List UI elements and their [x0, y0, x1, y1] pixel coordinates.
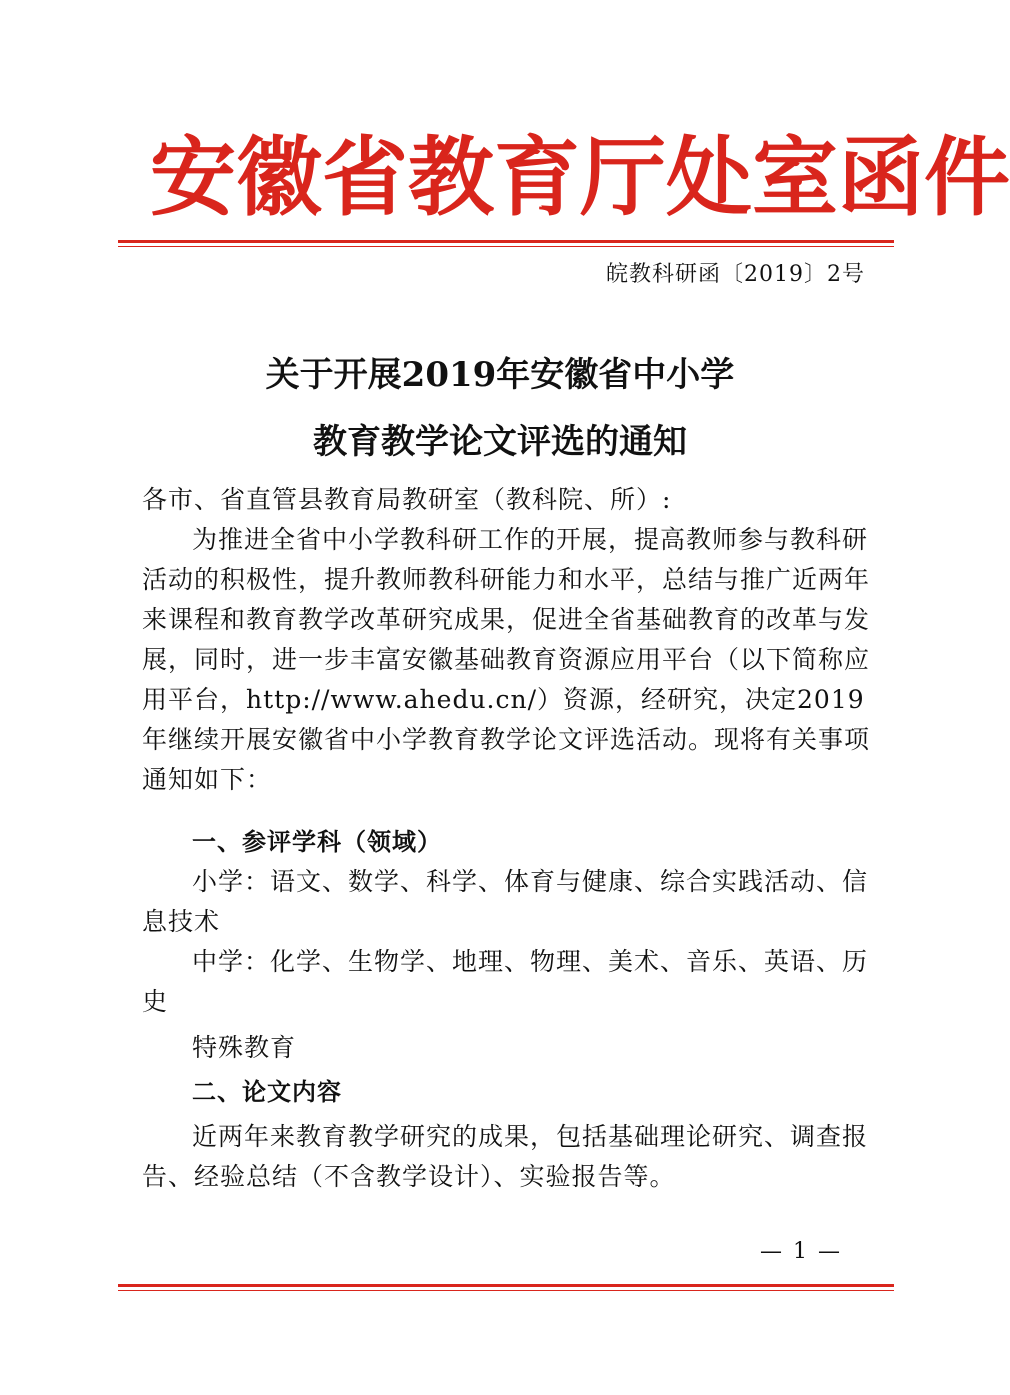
- page-number: — 1 —: [760, 1239, 842, 1264]
- content-paragraph: 近两年来教育教学研究的成果，包括基础理论研究、调查报告、经验总结（不含教学设计）、实验报告等。: [142, 1122, 869, 1191]
- special-education: 特殊教育: [192, 1033, 297, 1062]
- masthead-char: 徽: [236, 128, 322, 228]
- masthead-char: 育: [494, 128, 580, 228]
- masthead-char: 厅: [580, 128, 666, 228]
- notice-title-line-1: 关于开展2019年安徽省中小学: [265, 355, 735, 395]
- salutation: 各市、省直管县教育局教研室（教科院、所）:: [142, 485, 672, 514]
- masthead-char: 教: [408, 128, 494, 228]
- masthead-title: [150, 128, 1010, 228]
- masthead-char: 安: [150, 128, 236, 228]
- primary-school-subjects: 小学：语文、数学、科学、体育与健康、综合实践活动、信息技术: [142, 867, 869, 936]
- section-2-heading: 二、论文内容: [192, 1078, 342, 1106]
- masthead-char: 室: [752, 128, 838, 228]
- document-number: 皖教科研函〔2019〕2号: [606, 262, 865, 287]
- header-red-rule: [118, 240, 894, 247]
- masthead-char: 件: [924, 128, 1010, 228]
- notice-title-line-2: 教育教学论文评选的通知: [313, 422, 687, 462]
- masthead-char: 函: [838, 128, 924, 228]
- middle-school-subjects: 中学：化学、生物学、地理、物理、美术、音乐、英语、历史: [142, 947, 869, 1016]
- footer-red-rule: [118, 1284, 894, 1291]
- section-1-heading: 一、参评学科（领域）: [192, 828, 442, 856]
- masthead-char: 处: [666, 128, 752, 228]
- masthead-char: 省: [322, 128, 408, 228]
- intro-paragraph: 为推进全省中小学教科研工作的开展，提高教师参与教科研活动的积极性，提升教师教科研能力和水平，总结与推广近两年来课程和教育教学改革研究成果，促进全省基础教育的改革与发展，同时，进一步丰富安徽基础教育资源应用平台（以下简称应用平台，http://www.ahedu.cn/）资源，经研究，决定2019年继续开展安徽省中小学教育教学论文评选活动。现将有关事项通知如下：: [142, 525, 871, 794]
